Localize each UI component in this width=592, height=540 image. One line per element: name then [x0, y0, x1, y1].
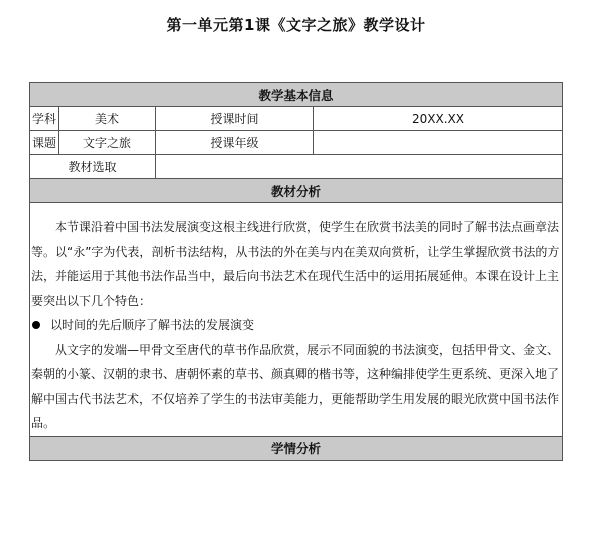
analysis-content: [30, 203, 563, 437]
analysis-paragraph-1: 本节课沿着中国书法发展演变这根主线进行欣赏，使学生在欣赏书法美的同时了解书法点画章法等。以“永”字为代表，剖析书法结构，从书法的外在美与内在美双向赏析，让学生掌握欣赏书法的方法，并能运用于其他书法作品当中，最后向书法艺术在现代生活中的运用拓展延伸。本课在设计上主要突出以下几个特色：: [31, 220, 560, 308]
topic-label: 课题: [30, 131, 59, 155]
bullet-icon: [32, 321, 40, 329]
learner-analysis-header: 学情分析: [30, 436, 563, 460]
bullet-text: 以时间的先后顺序了解书法的发展演变: [50, 318, 255, 332]
analysis-header: 教材分析: [30, 179, 563, 203]
subject-value: 美术: [59, 107, 156, 131]
analysis-bullet-item: [30, 313, 562, 338]
time-label: 授课时间: [156, 107, 314, 131]
time-value: 20XX.XX: [314, 107, 563, 131]
document-title: 第一单元第1课《文字之旅》教学设计: [166, 16, 426, 34]
topic-value: 文字之旅: [59, 131, 156, 155]
lesson-plan-table: [29, 82, 563, 461]
subject-label: 学科: [30, 107, 59, 131]
basic-info-header: 教学基本信息: [30, 83, 563, 107]
material-value: [156, 155, 563, 179]
analysis-paragraph-2: 从文字的发端—甲骨文至唐代的草书作品欣赏，展示不同面貌的书法演变，包括甲骨文、金文、秦朝的小篆、汉朝的隶书、唐朝怀素的草书、颜真卿的楷书等，这种编排使学生更系统、更深入地了解中国古代书法艺术，不仅培养了学生的书法审美能力，更能帮助学生用发展的眼光欣赏中国书法作品。: [31, 342, 560, 430]
material-label: 教材选取: [30, 155, 156, 179]
grade-value: [314, 131, 563, 155]
grade-label: 授课年级: [156, 131, 314, 155]
